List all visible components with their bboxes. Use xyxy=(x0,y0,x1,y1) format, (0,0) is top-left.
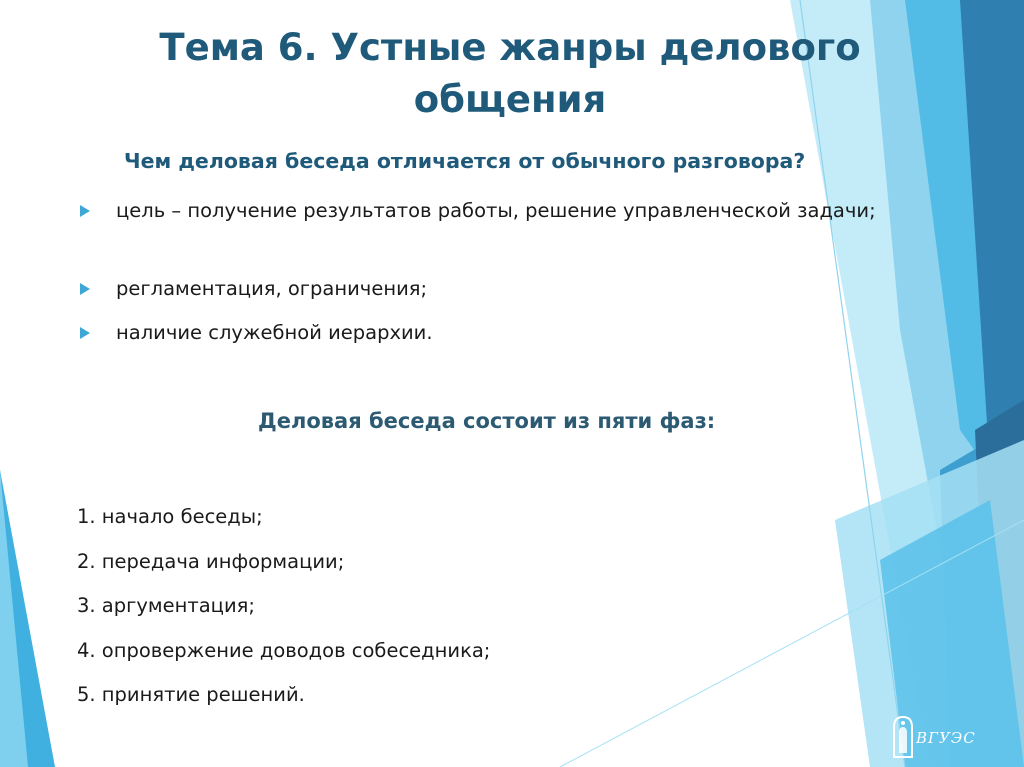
bullet-item xyxy=(78,196,898,274)
phase-item: 4. опровержение доводов собеседника; xyxy=(77,638,491,662)
slide-title: Тема 6. Устные жанры делового общения xyxy=(159,26,861,121)
bullet-item xyxy=(78,274,898,318)
bullet-text: регламентация, ограничения; xyxy=(116,277,428,300)
triangle-right-icon xyxy=(80,327,90,339)
phases-heading: Деловая беседа состоит из пяти фаз: xyxy=(258,409,716,433)
logo-text: ВГУЭС xyxy=(916,729,976,747)
bullet-list xyxy=(78,196,898,348)
triangle-right-icon xyxy=(80,283,90,295)
bullet-item xyxy=(78,318,898,348)
phase-item: 3. аргументация; xyxy=(77,594,255,617)
university-emblem-icon xyxy=(890,713,916,761)
phase-item: 2. передача информации; xyxy=(77,549,345,573)
bullet-text: цель – получение результатов работы, решение управленческой задачи; xyxy=(116,199,876,222)
university-logo xyxy=(890,713,1000,761)
triangle-right-icon xyxy=(80,205,90,217)
phase-item: 5. принятие решений. xyxy=(77,683,305,706)
phases-list xyxy=(77,502,490,725)
bullet-text: наличие служебной иерархии. xyxy=(116,321,433,344)
phase-item: 1. начало беседы; xyxy=(77,505,263,528)
slide-subtitle: Чем деловая беседа отличается от обычного разговора? xyxy=(124,149,806,173)
